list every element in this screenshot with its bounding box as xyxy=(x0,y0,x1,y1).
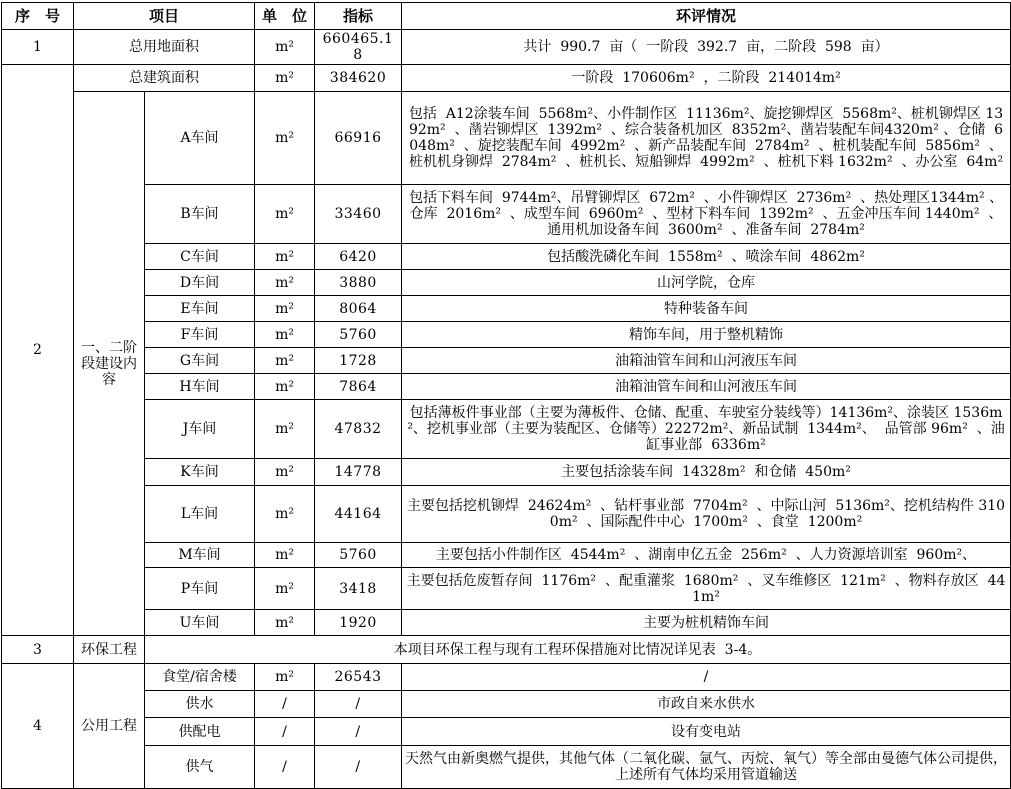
cell-utility-name: 供水 xyxy=(145,691,255,718)
cell-index: 14778 xyxy=(315,459,402,486)
cell-workshop-name: L车间 xyxy=(145,486,255,543)
header-col-unit: 单 位 xyxy=(255,3,315,30)
cell-eia: 主要为桩机精饰车间 xyxy=(402,610,1011,636)
row-env-protection xyxy=(2,636,1011,664)
row-total-building xyxy=(2,65,1011,92)
cell-index: 44164 xyxy=(315,486,402,543)
cell-unit: m² xyxy=(255,543,315,568)
cell-unit: m² xyxy=(255,65,315,92)
table-header-row xyxy=(2,3,1011,30)
cell-eia: 主要包括小件制作区 4544m² 、湖南申亿五金 256m² 、人力资源培训室 960m²、 xyxy=(402,543,1011,568)
cell-unit: m² xyxy=(255,296,315,322)
cell-eia: 主要包括危废暂存间 1176m² 、配重灌浆 1680m² 、叉车维修区 121m² 、物料存放区 441m² xyxy=(402,568,1011,610)
header-col-no: 序 号 xyxy=(2,3,74,30)
cell-unit: m² xyxy=(255,270,315,296)
cell-eia: 包括下料车间 9744m²、吊臂铆焊区 672m² 、小件铆焊区 2736m² 、热处理区1344m² 、仓库 2016m² 、成型车间 6960m² 、型材下料车间 1392m² 、五金冲压车间 1440m² 、通用机加设备车间 3600m² 、准备车间 2784m² xyxy=(402,185,1011,244)
cell-workshop-name: U车间 xyxy=(145,610,255,636)
cell-group-label-section4: 公用工程 xyxy=(74,664,145,789)
cell-workshop-name: F车间 xyxy=(145,322,255,348)
cell-unit: m² xyxy=(255,610,315,636)
cell-utility-name: 供气 xyxy=(145,746,255,789)
cell-unit: m² xyxy=(255,400,315,459)
cell-utility-name: 供配电 xyxy=(145,718,255,746)
cell-workshop-name: M车间 xyxy=(145,543,255,568)
cell-eia: 包括酸洗磷化车间 1558m² 、喷涂车间 4862m² xyxy=(402,244,1011,270)
cell-index: 660465.18 xyxy=(315,30,402,65)
cell-workshop-name: P车间 xyxy=(145,568,255,610)
cell-eia: 市政自来水供水 xyxy=(402,691,1011,718)
cell-no-section2: 2 xyxy=(2,65,74,636)
cell-unit: / xyxy=(255,718,315,746)
cell-utility-name: 食堂/宿舍楼 xyxy=(145,664,255,691)
header-col-index: 指标 xyxy=(315,3,402,30)
cell-unit: m² xyxy=(255,486,315,543)
cell-index: 6420 xyxy=(315,244,402,270)
cell-group-label-section2: 一、二阶段建设内容 xyxy=(74,92,145,636)
cell-eia: 共计 990.7 亩（ 一阶段 392.7 亩，二阶段 598 亩） xyxy=(402,30,1011,65)
cell-eia: 设有变电站 xyxy=(402,718,1011,746)
row-workshop-p xyxy=(2,568,1011,610)
cell-item: 总建筑面积 xyxy=(74,65,255,92)
cell-eia: 包括薄板件事业部（主要为薄板件、仓储、配重、车驶室分装线等）14136m²、涂装区 1536m²、挖机事业部（主要为装配区、仓储等）22272m²、新品试制 1344m²、 品管部 96m² 、油缸事业部 6336m² xyxy=(402,400,1011,459)
cell-eia: 天然气由新奥燃气提供，其他气体（二氧化碳、氩气、丙烷、氧气）等全部由曼德气体公司提供，上述所有气体均采用管道输送 xyxy=(402,746,1011,789)
cell-index: 26543 xyxy=(315,664,402,691)
cell-workshop-name: A车间 xyxy=(145,92,255,185)
cell-index: 7864 xyxy=(315,374,402,400)
cell-unit: m² xyxy=(255,244,315,270)
cell-eia: 一阶段 170606m² ，二阶段 214014m² xyxy=(402,65,1011,92)
header-col-item: 项目 xyxy=(74,3,255,30)
row-workshop-a xyxy=(2,92,1011,185)
cell-index: 47832 xyxy=(315,400,402,459)
cell-no: 3 xyxy=(2,636,74,664)
row-workshop-d xyxy=(2,270,1011,296)
cell-unit: m² xyxy=(255,92,315,185)
row-utility-canteen xyxy=(2,664,1011,691)
cell-index: / xyxy=(315,746,402,789)
cell-workshop-name: J车间 xyxy=(145,400,255,459)
eia-comparison-table xyxy=(1,2,1011,789)
cell-eia: 包括 A12涂装车间 5568m²、小件制作区 11136m²、旋挖铆焊区 5568m²、桩机铆焊区 1392m² 、凿岩铆焊区 1392m² 、综合装备机加区 8352m²、凿岩装配车间4320m² 、仓储 6048m² 、旋挖装配车间 4992m² 、新产品装配车间 2784m² 、桩机装配车间 5856m² 、桩机机身铆焊 2784m² 、桩机长、短船铆焊 4992m² 、桩机下料 1632m² 、办公室 64m² xyxy=(402,92,1011,185)
header-col-eia: 环评情况 xyxy=(402,3,1011,30)
cell-workshop-name: C车间 xyxy=(145,244,255,270)
row-workshop-e xyxy=(2,296,1011,322)
cell-eia: 油箱油管车间和山河液压车间 xyxy=(402,374,1011,400)
row-utility-gas xyxy=(2,746,1011,789)
row-workshop-k xyxy=(2,459,1011,486)
cell-index: / xyxy=(315,718,402,746)
row-workshop-j xyxy=(2,400,1011,459)
cell-index: 66916 xyxy=(315,92,402,185)
row-utility-water xyxy=(2,691,1011,718)
cell-index: 1728 xyxy=(315,348,402,374)
cell-unit: m² xyxy=(255,664,315,691)
cell-workshop-name: D车间 xyxy=(145,270,255,296)
cell-unit: / xyxy=(255,746,315,789)
cell-workshop-name: K车间 xyxy=(145,459,255,486)
cell-eia: 主要包括涂装车间 14328m² 和仓储 450m² xyxy=(402,459,1011,486)
cell-unit: m² xyxy=(255,348,315,374)
row-workshop-f xyxy=(2,322,1011,348)
cell-eia: 特种装备车间 xyxy=(402,296,1011,322)
cell-eia: 油箱油管车间和山河液压车间 xyxy=(402,348,1011,374)
cell-workshop-name: E车间 xyxy=(145,296,255,322)
cell-workshop-name: G车间 xyxy=(145,348,255,374)
row-workshop-c xyxy=(2,244,1011,270)
row-utility-power xyxy=(2,718,1011,746)
cell-eia: / xyxy=(402,664,1011,691)
cell-index: 33460 xyxy=(315,185,402,244)
cell-no: 1 xyxy=(2,30,74,65)
row-workshop-h xyxy=(2,374,1011,400)
cell-index: 3880 xyxy=(315,270,402,296)
row-workshop-l xyxy=(2,486,1011,543)
row-workshop-g xyxy=(2,348,1011,374)
cell-unit: m² xyxy=(255,30,315,65)
cell-item: 总用地面积 xyxy=(74,30,255,65)
cell-eia: 山河学院，仓库 xyxy=(402,270,1011,296)
cell-index: 5760 xyxy=(315,322,402,348)
cell-index: 384620 xyxy=(315,65,402,92)
cell-eia: 主要包括挖机铆焊 24624m² 、钻杆事业部 7704m² 、中际山河 5136m²、挖机结构件 3100m² 、国际配件中心 1700m² 、食堂 1200m² xyxy=(402,486,1011,543)
cell-unit: m² xyxy=(255,185,315,244)
cell-unit: / xyxy=(255,691,315,718)
cell-index: 1920 xyxy=(315,610,402,636)
row-total-land xyxy=(2,30,1011,65)
cell-workshop-name: B车间 xyxy=(145,185,255,244)
cell-index: / xyxy=(315,691,402,718)
cell-index: 5760 xyxy=(315,543,402,568)
cell-item: 环保工程 xyxy=(74,636,145,664)
cell-unit: m² xyxy=(255,459,315,486)
cell-no-section4: 4 xyxy=(2,664,74,789)
cell-workshop-name: H车间 xyxy=(145,374,255,400)
row-workshop-m xyxy=(2,543,1011,568)
cell-eia-merged: 本项目环保工程与现有工程环保措施对比情况详见表 3-4。 xyxy=(145,636,1011,664)
row-workshop-b xyxy=(2,185,1011,244)
row-workshop-u xyxy=(2,610,1011,636)
cell-index: 3418 xyxy=(315,568,402,610)
cell-unit: m² xyxy=(255,568,315,610)
cell-index: 8064 xyxy=(315,296,402,322)
cell-eia: 精饰车间，用于整机精饰 xyxy=(402,322,1011,348)
cell-unit: m² xyxy=(255,322,315,348)
cell-unit: m² xyxy=(255,374,315,400)
